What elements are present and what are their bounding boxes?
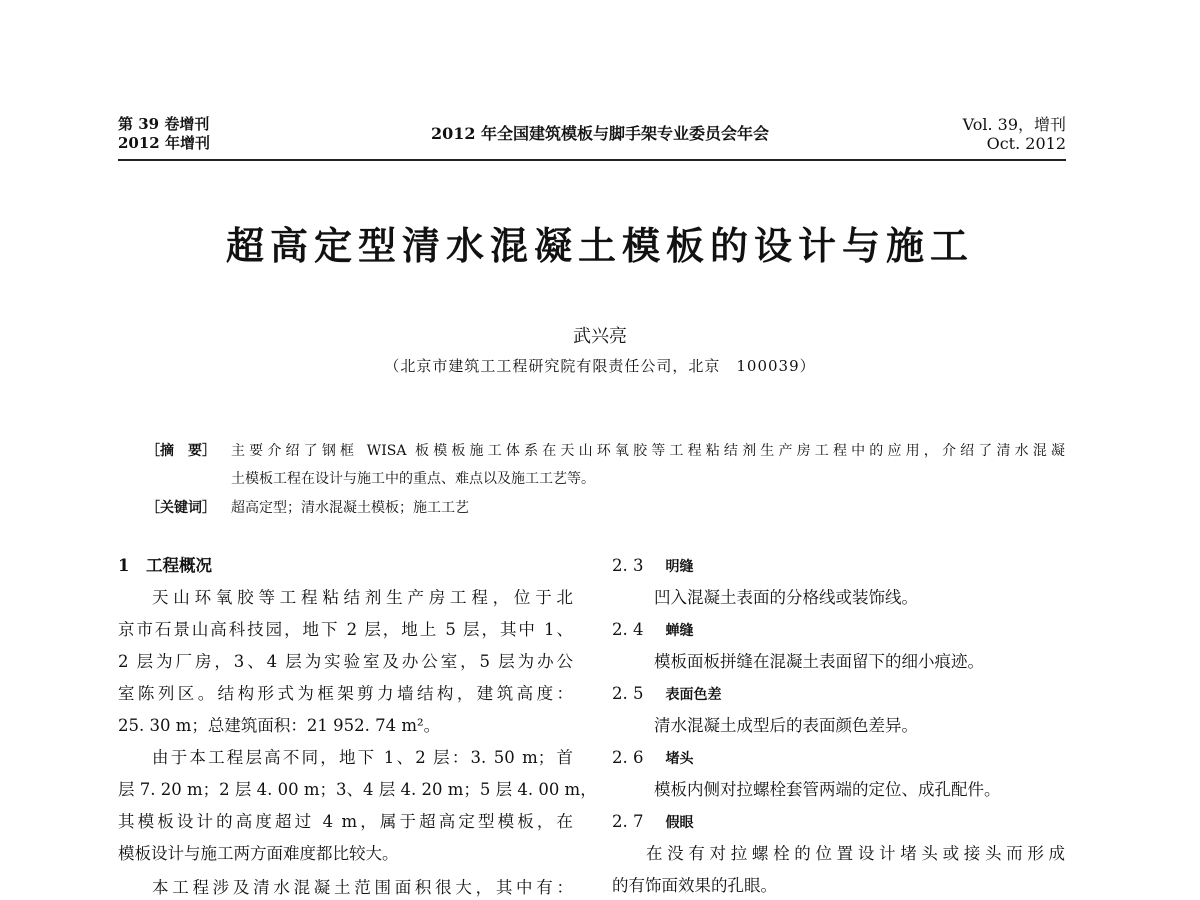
term-description: 凹入混凝土表面的分格线或装饰线。 <box>654 588 918 607</box>
keywords-text: 超高定型；清水混凝土模板；施工工艺 <box>231 500 469 516</box>
paragraph-line: 其模板设计的高度超过 4 m，属于超高定型模板，在 <box>118 812 573 831</box>
term-name: 蝉缝 <box>665 623 694 639</box>
header-rule <box>118 159 1066 161</box>
section-heading: 1 工程概况 <box>118 556 212 575</box>
paragraph-line: 模板设计与施工两方面难度都比较大。 <box>118 844 399 863</box>
affiliation: （北京市建筑工工程研究院有限责任公司，北京 100039） <box>384 357 816 375</box>
term-name: 明缝 <box>665 559 694 575</box>
term-heading <box>612 618 694 642</box>
volume-label: 第 39 卷增刊 <box>118 115 210 133</box>
term-number: 2. 3 <box>612 556 644 575</box>
paragraph-line: 京市石景山高科技园，地下 2 层，地上 5 层，其中 1、 <box>118 620 573 639</box>
term-heading <box>612 810 694 834</box>
term-description-continued: 的有饰面效果的孔眼。 <box>612 876 777 895</box>
abstract-line-2: 土模板工程在设计与施工中的重点、难点以及施工工艺等。 <box>231 471 595 487</box>
term-number: 2. 6 <box>612 748 644 767</box>
term-name: 假眼 <box>665 815 694 831</box>
term-number: 2. 4 <box>612 620 644 639</box>
term-description: 模板内侧对拉螺栓套管两端的定位、成孔配件。 <box>654 780 1001 799</box>
vol-label: Vol. 39，增刊 <box>962 115 1066 134</box>
term-description: 模板面板拼缝在混凝土表面留下的细小痕迹。 <box>654 652 984 671</box>
paragraph-line: 由于本工程层高不同，地下 1、2 层：3. 50 m；首 <box>152 748 573 767</box>
date-label: Oct. 2012 <box>986 134 1066 153</box>
journal-issue <box>963 115 1066 153</box>
author: 武兴亮 <box>573 326 627 347</box>
term-description: 在没有对拉螺栓的位置设计堵头或接头而形成 <box>646 844 1065 863</box>
term-heading <box>612 554 694 578</box>
paragraph-line: 天山环氧胶等工程粘结剂生产房工程，位于北 <box>152 588 573 607</box>
paper-title: 超高定型清水混凝土模板的设计与施工 <box>225 223 974 268</box>
conference-name: 2012 年全国建筑模板与脚手架专业委员会年会 <box>430 124 770 143</box>
term-heading <box>612 682 722 706</box>
term-heading <box>612 746 694 770</box>
keywords-label: ［关键词］ <box>146 500 216 516</box>
paragraph-line: 2 层为厂房，3、4 层为实验室及办公室，5 层为办公 <box>118 652 573 671</box>
term-number: 2. 5 <box>612 684 644 703</box>
paragraph-line: 25. 30 m；总建筑面积：21 952. 74 m²。 <box>118 716 441 735</box>
paragraph-line: 室陈列区。结构形式为框架剪力墙结构，建筑高度： <box>118 684 573 703</box>
paragraph-line: 层 7. 20 m；2 层 4. 00 m；3、4 层 4. 20 m；5 层 4. 00 m， <box>118 780 597 799</box>
term-name: 堵头 <box>665 751 694 767</box>
term-description: 清水混凝土成型后的表面颜色差异。 <box>654 716 918 735</box>
paragraph-line: 本工程涉及清水混凝土范围面积很大，其中有： <box>152 878 573 897</box>
abstract-line-1: 主要介绍了钢框 WISA 板模板施工体系在天山环氧胶等工程粘结剂生产房工程中的应用，介绍了清水混凝 <box>231 443 1065 459</box>
term-number: 2. 7 <box>612 812 644 831</box>
term-name: 表面色差 <box>665 687 722 703</box>
year-label: 2012 年增刊 <box>118 134 210 152</box>
abstract-label: ［摘 要］ <box>146 443 216 459</box>
